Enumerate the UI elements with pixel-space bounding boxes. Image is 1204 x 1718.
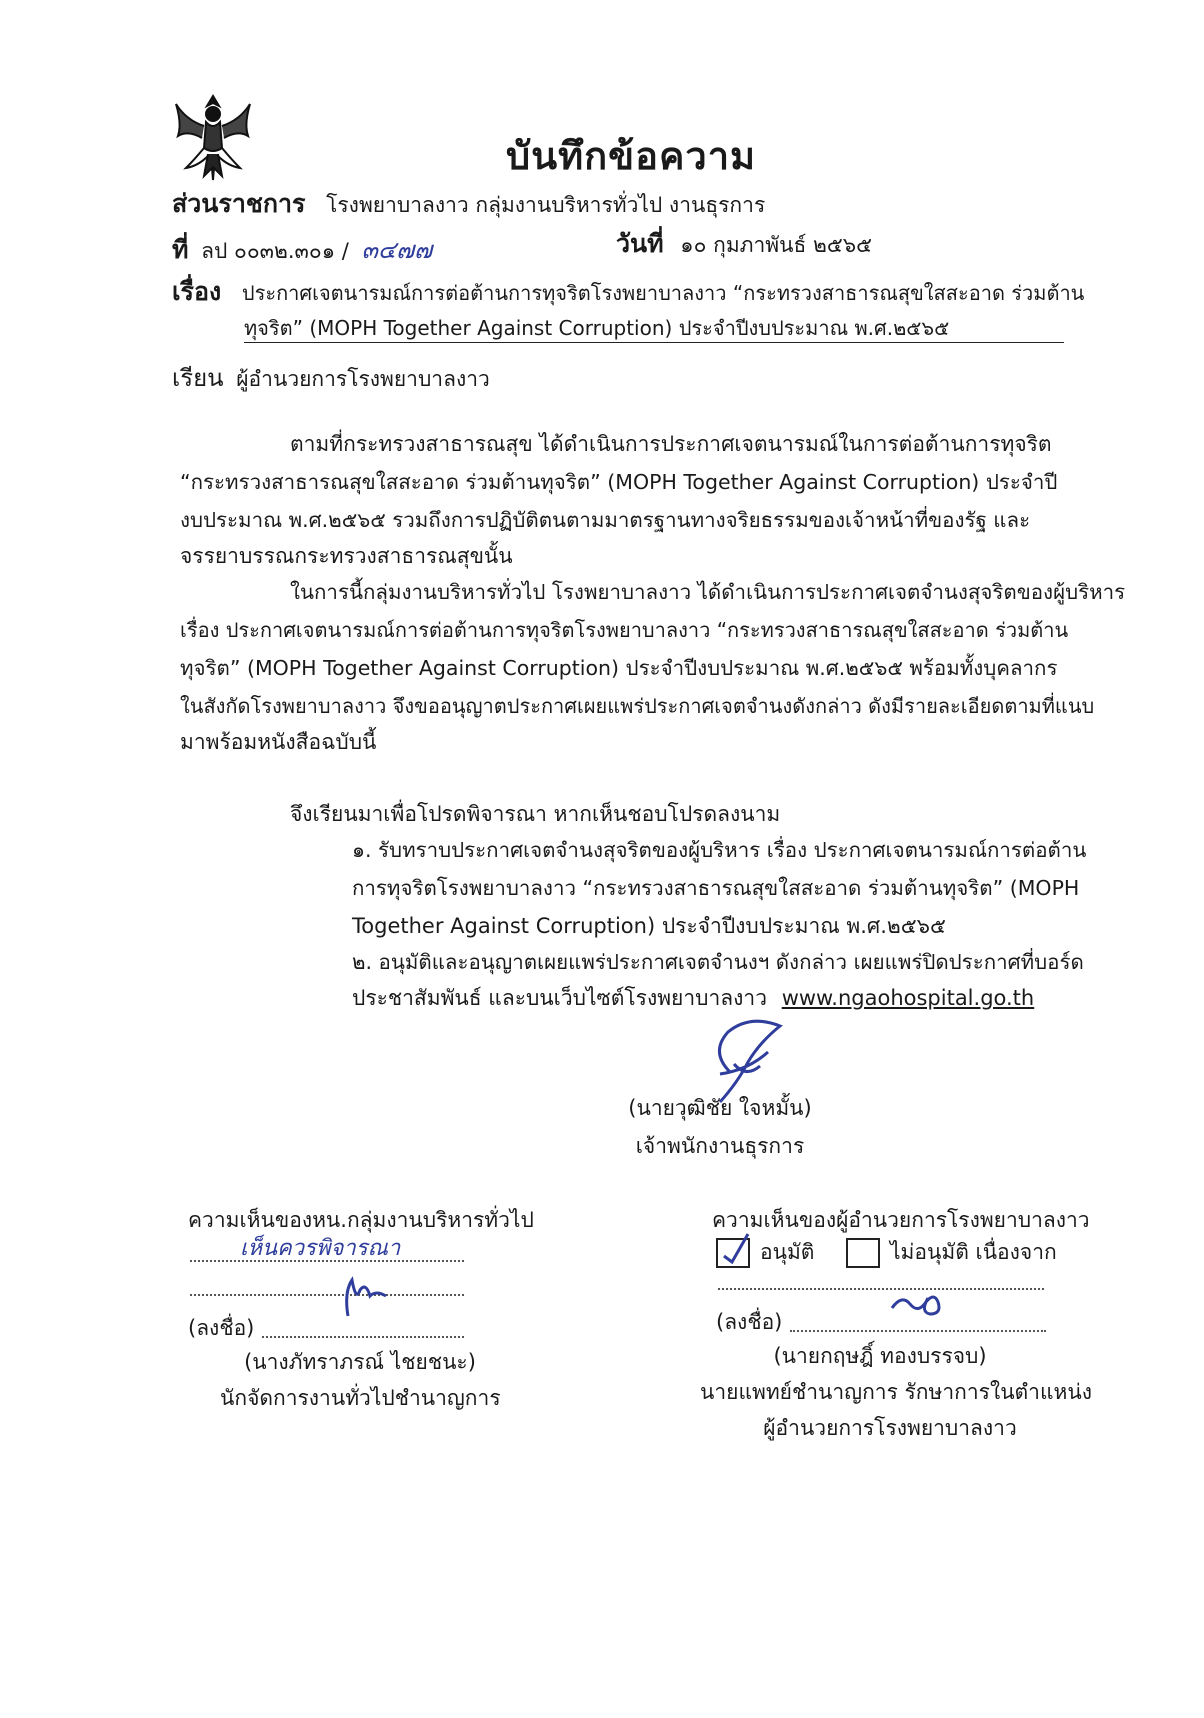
- agency-row: [172, 188, 765, 221]
- left-position: นักจัดการงานทั่วไปชำนาญการ: [220, 1386, 501, 1410]
- left-comment-line-2: [190, 1294, 464, 1296]
- p1-line-1: ตามที่กระทรวงสาธารณสุข ได้ดำเนินการประกาศเจตนารมณ์ในการต่อต้านการทุจริต: [290, 432, 1052, 456]
- right-comment-line: [718, 1288, 1044, 1290]
- sender-position: เจ้าพนักงานธุรการ: [635, 1134, 805, 1158]
- document-title: บันทึกข้อความ: [506, 134, 757, 178]
- approve-label: อนุมัติ: [760, 1240, 815, 1264]
- item2-line-2-text: ประชาสัมพันธ์ และบนเว็บไซต์โรงพยาบาลงาว: [352, 986, 767, 1010]
- date-row: [616, 228, 872, 261]
- to-label: เรียน: [172, 364, 224, 392]
- item1-line-2: การทุจริตโรงพยาบาลงาว “กระทรวงสาธารณสุขใสสะอาด ร่วมต้านทุจริต” (MOPH: [352, 876, 1080, 900]
- subject-line-1: ประกาศเจตนารมณ์การต่อต้านการทุจริตโรงพยาบาลงาว “กระทรวงสาธารณสุขใสสะอาด ร่วมต้าน: [241, 281, 1085, 305]
- p2-line-4: ในสังกัดโรงพยาบาลงาว จึงขออนุญาตประกาศเผยแพร่ประกาศเจตจำนงดังกล่าว ดังมีรายละเอียดตามที่แนบ: [180, 694, 1095, 718]
- agency-label: ส่วนราชการ: [172, 189, 306, 218]
- item1-line-1: ๑. รับทราบประกาศเจตจำนงสุจริตของผู้บริหาร เรื่อง ประกาศเจตนารมณ์การต่อต้าน: [352, 838, 1087, 862]
- p2-line-2: เรื่อง ประกาศเจตนารมณ์การต่อต้านการทุจริตโรงพยาบาลงาว “กระทรวงสาธารณสุขใสสะอาด ร่วมต้าน: [180, 618, 1069, 642]
- left-sign-label: (ลงชื่อ): [188, 1316, 255, 1340]
- subject-label: เรื่อง: [172, 277, 222, 306]
- p1-line-3: งบประมาณ พ.ศ.๒๕๖๕ รวมถึงการปฏิบัติตนตามมาตรฐานทางจริยธรรมของเจ้าหน้าที่ของรัฐ และ: [180, 508, 1031, 532]
- right-sign-label: (ลงชื่อ): [716, 1310, 783, 1334]
- ref-label: ที่: [172, 235, 189, 264]
- checkmark-icon: [720, 1230, 752, 1264]
- right-signature-icon: [888, 1288, 948, 1322]
- right-sign-line: [790, 1330, 1046, 1332]
- request-intro: จึงเรียนมาเพื่อโปรดพิจารณา หากเห็นชอบโปรดลงนาม: [290, 802, 781, 826]
- right-position-line-1: นายแพทย์ชำนาญการ รักษาการในตำแหน่ง: [700, 1380, 1092, 1404]
- left-name: (นางภัทราภรณ์ ไชยชนะ): [244, 1350, 476, 1374]
- hospital-website-link[interactable]: www.ngaohospital.go.th: [781, 986, 1035, 1010]
- item2-line-2: [352, 982, 1034, 1014]
- p1-line-4: จรรยาบรรณกระทรวงสาธารณสุขนั้น: [180, 544, 513, 568]
- to-row: [172, 362, 490, 395]
- ref-row: [172, 234, 432, 267]
- left-sign-line: [262, 1336, 464, 1338]
- agency-value: โรงพยาบาลงาว กลุ่มงานบริหารทั่วไป งานธุรการ: [326, 193, 766, 217]
- left-heading: ความเห็นของหน.กลุ่มงานบริหารทั่วไป: [188, 1208, 534, 1232]
- garuda-emblem-icon: [172, 90, 254, 186]
- left-comment-line-1: [190, 1260, 464, 1262]
- to-value: ผู้อำนวยการโรงพยาบาลงาว: [236, 367, 490, 391]
- ref-handwritten: ๓๔๗๗: [361, 236, 433, 264]
- sender-name: (นายวุฒิชัย ใจหมั้น): [628, 1096, 812, 1120]
- reject-checkbox[interactable]: [846, 1238, 880, 1268]
- ref-value: ลป ๐๐๓๒.๓๐๑ /: [201, 239, 349, 263]
- approve-checkbox[interactable]: [716, 1238, 750, 1268]
- p2-line-3: ทุจริต” (MOPH Together Against Corruption) ประจำปีงบประมาณ พ.ศ.๒๕๖๕ พร้อมทั้งบุคลากร: [180, 656, 1058, 680]
- left-signature-icon: [330, 1272, 410, 1322]
- p2-line-1: ในการนี้กลุ่มงานบริหารทั่วไป โรงพยาบาลงาว ได้ดำเนินการประกาศเจตจำนงสุจริตของผู้บริหาร: [290, 580, 1126, 604]
- p1-line-2: “กระทรวงสาธารณสุขใสสะอาด ร่วมต้านทุจริต” (MOPH Together Against Corruption) ประจำปี: [180, 470, 1058, 494]
- subject-underline: [244, 342, 1064, 343]
- item1-line-3: Together Against Corruption) ประจำปีงบประมาณ พ.ศ.๒๕๖๕: [352, 914, 946, 938]
- right-position-line-2: ผู้อำนวยการโรงพยาบาลงาว: [763, 1416, 1017, 1440]
- right-heading: ความเห็นของผู้อำนวยการโรงพยาบาลงาว: [712, 1208, 1090, 1232]
- left-handwritten-comment: เห็นควรพิจารณา: [240, 1236, 401, 1261]
- subject-line-2: ทุจริต” (MOPH Together Against Corruption) ประจำปีงบประมาณ พ.ศ.๒๕๖๕: [244, 316, 950, 340]
- p2-line-5: มาพร้อมหนังสือฉบับนี้: [180, 730, 377, 754]
- date-value: ๑๐ กุมภาพันธ์ ๒๕๖๕: [680, 233, 872, 257]
- subject-row: [172, 276, 1084, 309]
- right-name: (นายกฤษฎิ์ ทองบรรจบ): [773, 1344, 987, 1368]
- item2-line-1: ๒. อนุมัติและอนุญาตเผยแพร่ประกาศเจตจำนงฯ ดังกล่าว เผยแพร่ปิดประกาศที่บอร์ด: [352, 950, 1084, 974]
- reject-label: ไม่อนุมัติ เนื่องจาก: [890, 1240, 1057, 1264]
- date-label: วันที่: [616, 229, 664, 258]
